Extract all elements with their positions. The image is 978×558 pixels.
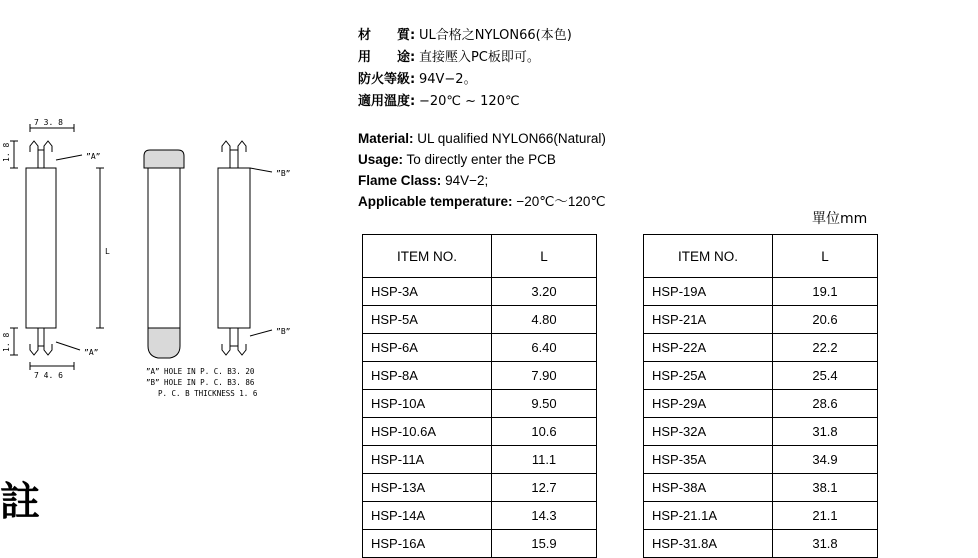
spec-usage-cn-value: 直接壓入PC板即可。 (418, 50, 540, 65)
table-row (644, 278, 878, 306)
cell-item-no: HSP-22A (644, 334, 773, 362)
cell-length: 38.1 (773, 474, 878, 502)
table-header-row (363, 235, 597, 278)
spec-usage-cn (358, 46, 778, 68)
cell-item-no: HSP-21A (644, 306, 773, 334)
dim-top-label: 7 3. 8 (34, 118, 63, 127)
label-b-bottom: ”B” (276, 327, 291, 336)
cell-length: 34.9 (773, 446, 878, 474)
table-row (644, 502, 878, 530)
cell-length: 12.7 (492, 474, 597, 502)
cell-item-no: HSP-35A (644, 446, 773, 474)
unit-note: 單位mm (812, 211, 868, 227)
spec-temp-cn-label: 適用溫度: (358, 94, 416, 109)
cell-item-no: HSP-19A (644, 278, 773, 306)
table-row (644, 390, 878, 418)
spec-material-en (358, 128, 778, 149)
spec-usage-en (358, 149, 778, 170)
item-table-left (362, 234, 597, 558)
table-header-row (644, 235, 878, 278)
table-row (644, 362, 878, 390)
drawing-note-2: ”B” HOLE IN P. C. B3. 86 (146, 378, 255, 387)
label-a-top: ”A” (86, 152, 101, 161)
cell-item-no: HSP-3A (363, 278, 492, 306)
spec-divider (358, 112, 778, 128)
dim-right-label: L (105, 247, 110, 256)
dim-left-top-label: 1. 8 (2, 142, 11, 162)
header-length: L (492, 235, 597, 278)
dim-left-bottom-label: 1. 8 (2, 332, 11, 352)
cell-length: 7.90 (492, 362, 597, 390)
spec-flame-en-value: 94V−2; (445, 173, 489, 188)
spec-material-cn-value: UL合格之NYLON66(本色) (418, 28, 572, 43)
table-row (363, 390, 597, 418)
spec-usage-en-label: Usage: (358, 152, 404, 167)
cell-length: 11.1 (492, 446, 597, 474)
table-row (644, 530, 878, 558)
spec-temp-en-value: −20℃～120℃ (516, 194, 606, 209)
cell-item-no: HSP-16A (363, 530, 492, 558)
cell-item-no: HSP-32A (644, 418, 773, 446)
cell-length: 15.9 (492, 530, 597, 558)
cell-length: 4.80 (492, 306, 597, 334)
table-row (363, 334, 597, 362)
spec-flame-en-label: Flame Class: (358, 173, 442, 188)
cell-item-no: HSP-10.6A (363, 418, 492, 446)
cell-length: 19.1 (773, 278, 878, 306)
cell-item-no: HSP-31.8A (644, 530, 773, 558)
header-item-no: ITEM NO. (644, 235, 773, 278)
cell-length: 14.3 (492, 502, 597, 530)
table-row (644, 474, 878, 502)
table-row (644, 446, 878, 474)
spec-material-cn (358, 24, 778, 46)
cell-length: 31.8 (773, 530, 878, 558)
cell-length: 6.40 (492, 334, 597, 362)
cell-length: 3.20 (492, 278, 597, 306)
cell-length: 28.6 (773, 390, 878, 418)
table-row (363, 446, 597, 474)
table-row (644, 334, 878, 362)
cell-item-no: HSP-8A (363, 362, 492, 390)
cell-item-no: HSP-21.1A (644, 502, 773, 530)
table-row (363, 502, 597, 530)
cell-item-no: HSP-10A (363, 390, 492, 418)
cell-item-no: HSP-38A (644, 474, 773, 502)
table-row (363, 418, 597, 446)
table-row (363, 306, 597, 334)
cell-item-no: HSP-25A (644, 362, 773, 390)
technical-drawing (0, 0, 350, 529)
cell-item-no: HSP-11A (363, 446, 492, 474)
spec-temp-en-label: Applicable temperature: (358, 194, 513, 209)
table-row (644, 418, 878, 446)
cell-item-no: HSP-13A (363, 474, 492, 502)
label-a-bottom: ”A” (84, 348, 99, 357)
dim-bottom-label: 7 4. 6 (34, 371, 63, 380)
spec-material-en-label: Material: (358, 131, 414, 146)
table-row (363, 278, 597, 306)
table-row (363, 474, 597, 502)
cell-item-no: HSP-6A (363, 334, 492, 362)
cell-length: 22.2 (773, 334, 878, 362)
cell-item-no: HSP-14A (363, 502, 492, 530)
cell-item-no: HSP-29A (644, 390, 773, 418)
spec-temp-cn (358, 90, 778, 112)
label-b-top: ”B” (276, 169, 291, 178)
specification-block (358, 24, 778, 212)
header-length: L (773, 235, 878, 278)
spec-material-en-value: UL qualified NYLON66(Natural) (417, 131, 606, 146)
spec-usage-cn-label: 用 途: (358, 50, 416, 65)
cell-item-no: HSP-5A (363, 306, 492, 334)
cell-length: 10.6 (492, 418, 597, 446)
spec-temp-cn-value: −20℃ ~ 120℃ (418, 94, 520, 109)
bottom-note-glyph: 註 (0, 479, 40, 525)
cell-length: 9.50 (492, 390, 597, 418)
cell-length: 25.4 (773, 362, 878, 390)
spec-material-cn-label: 材 質: (358, 28, 416, 43)
cell-length: 21.1 (773, 502, 878, 530)
spec-flame-en (358, 170, 778, 191)
spec-temp-en (358, 191, 778, 212)
drawing-note-1: ”A” HOLE IN P. C. B3. 20 (146, 367, 255, 376)
item-table-right (643, 234, 878, 558)
header-item-no: ITEM NO. (363, 235, 492, 278)
drawing-note-3: P. C. B THICKNESS 1. 6 (158, 389, 258, 398)
cell-length: 31.8 (773, 418, 878, 446)
table-row (363, 362, 597, 390)
table-row (644, 306, 878, 334)
table-row (363, 530, 597, 558)
spec-flame-cn-label: 防火等級: (358, 72, 416, 87)
drawing-svg (0, 0, 350, 529)
spec-flame-cn-value: 94V−2。 (418, 72, 477, 87)
spec-usage-en-value: To directly enter the PCB (406, 152, 556, 167)
cell-length: 20.6 (773, 306, 878, 334)
spec-flame-cn (358, 68, 778, 90)
